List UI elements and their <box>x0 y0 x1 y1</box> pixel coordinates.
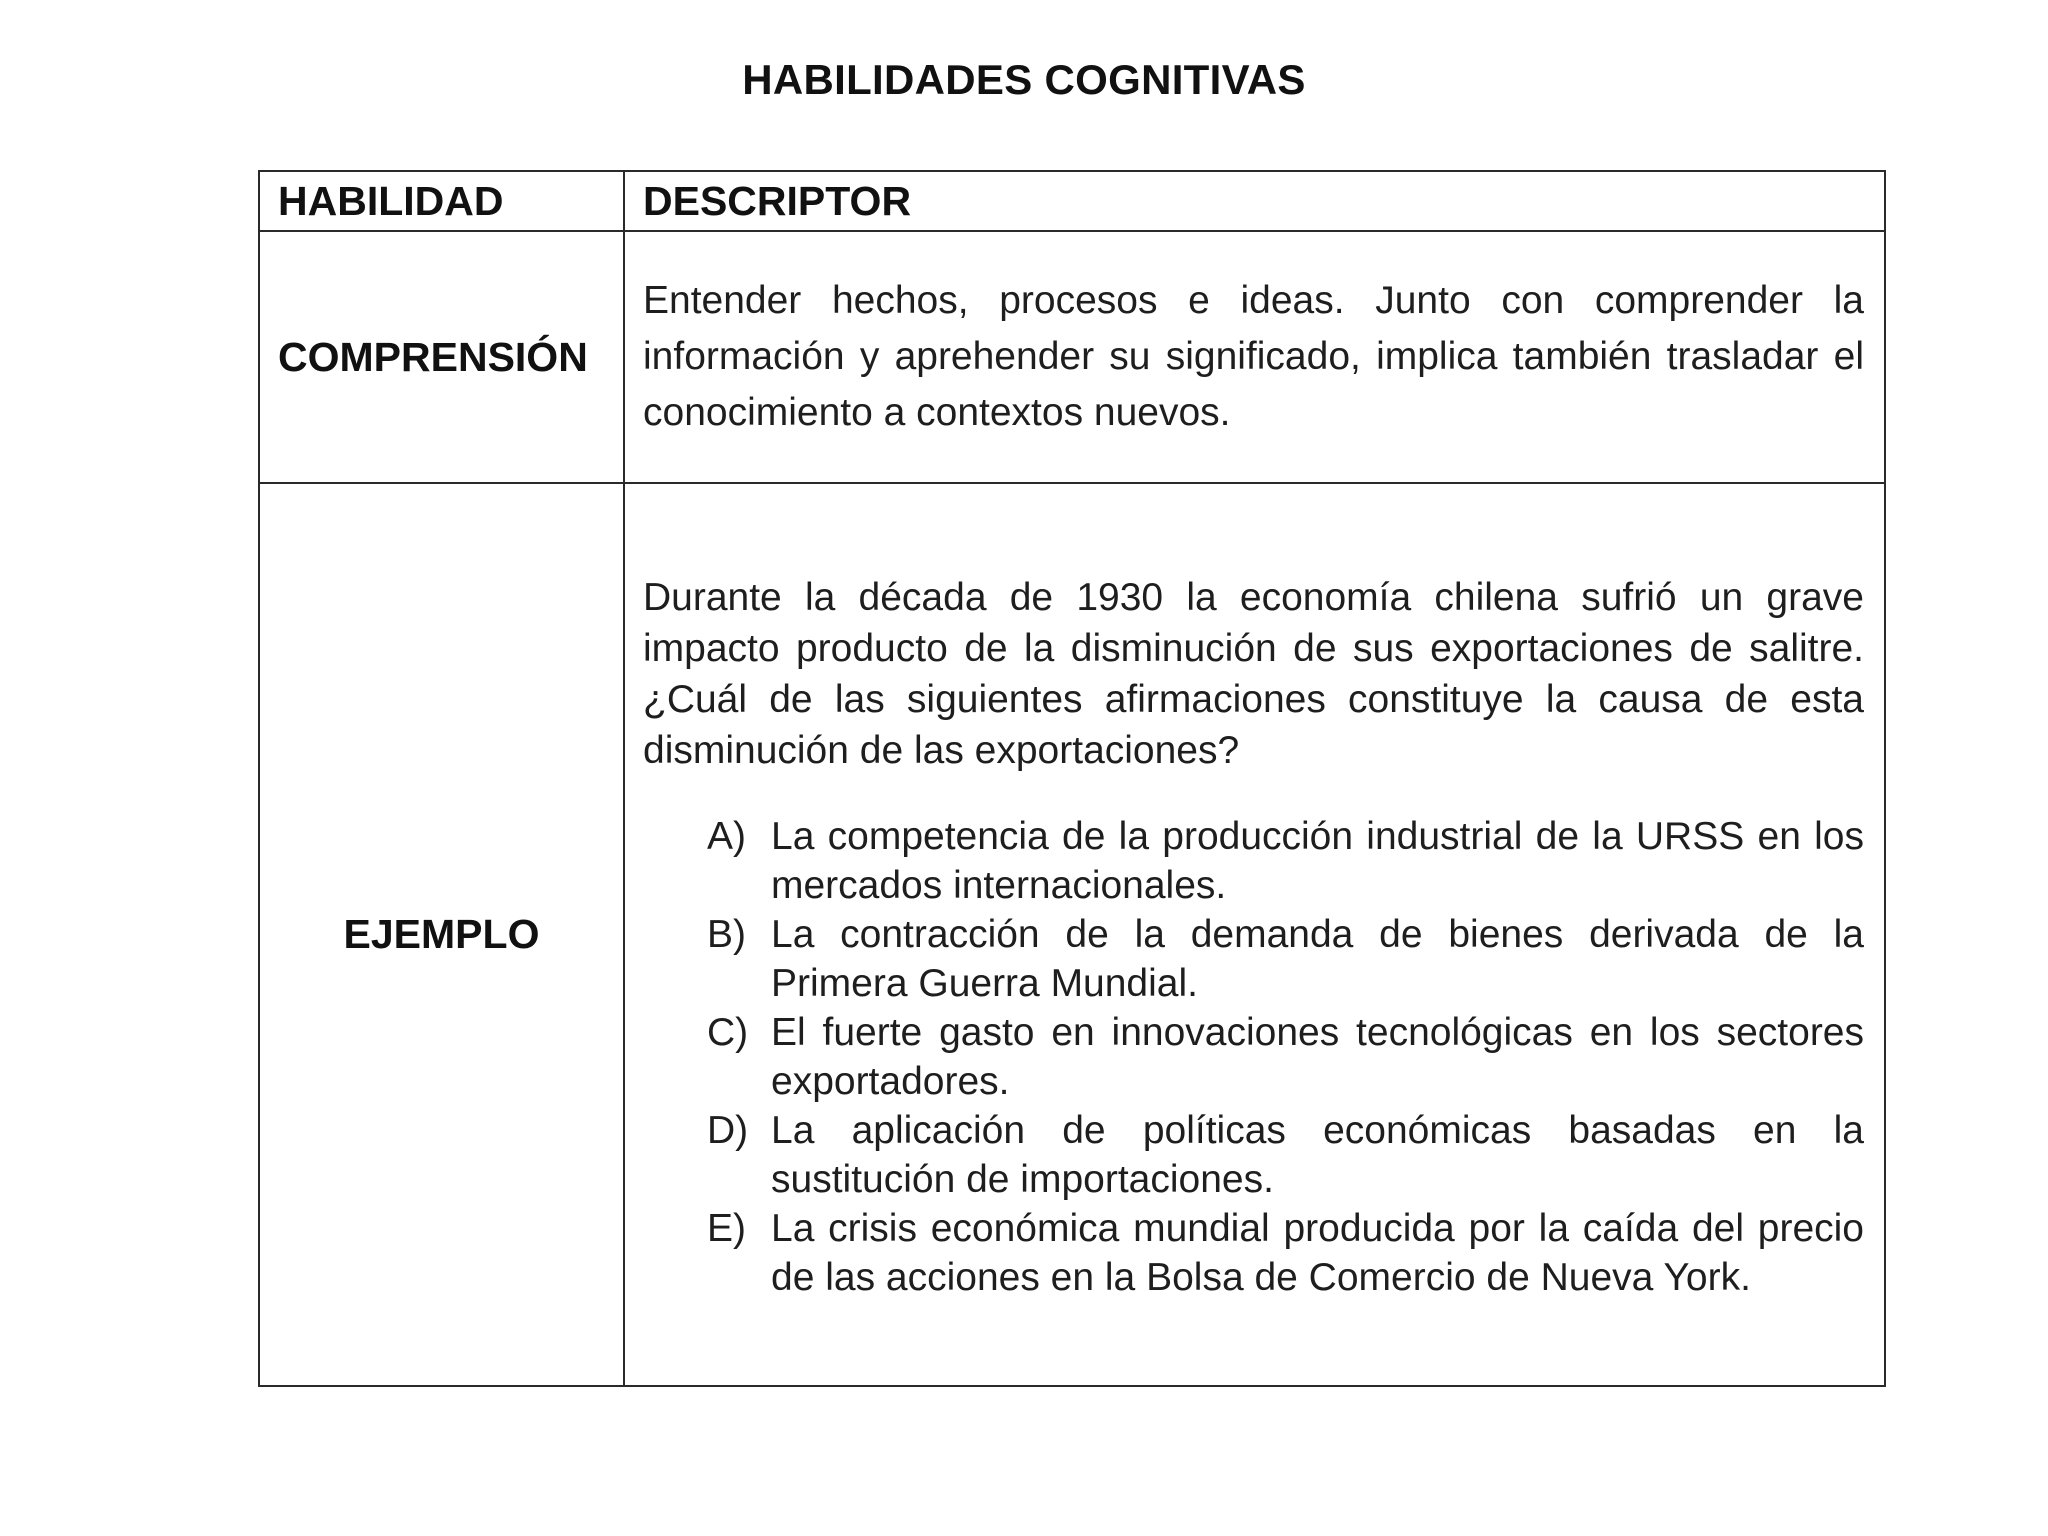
option-text: El fuerte gasto en innovaciones tecnológicas en los sectores exportadores. <box>771 1010 1864 1103</box>
header-skill: HABILIDAD <box>259 171 624 231</box>
header-descriptor: DESCRIPTOR <box>624 171 1885 231</box>
table-header-row <box>259 171 1885 231</box>
option-letter: D) <box>707 1108 749 1152</box>
skill-name-example: EJEMPLO <box>259 483 624 1386</box>
answer-option-e <box>707 1204 1864 1302</box>
answer-option-a <box>707 812 1864 910</box>
option-text: La crisis económica mundial producida por la caída del precio de las acciones en la Bolsa de Comercio de Nueva York. <box>771 1206 1864 1299</box>
example-question: Durante la década de 1930 la economía chilena sufrió un grave impacto producto de la disminución de sus exportaciones de salitre. ¿Cuál de las siguientes afirmaciones constituye la causa de esta disminución de las exportaciones? <box>643 575 1864 772</box>
option-text: La competencia de la producción industrial de la URSS en los mercados internacionales. <box>771 814 1864 907</box>
table-row-example <box>259 483 1885 1386</box>
document-title: HABILIDADES COGNITIVAS <box>742 56 1306 103</box>
cognitive-skills-table <box>258 170 1886 1387</box>
skill-name-comprension: COMPRENSIÓN <box>259 231 624 483</box>
skill-descriptor-comprension: Entender hechos, procesos e ideas. Junto con comprender la información y aprehender su significado, implica también trasladar el conocimiento a contextos nuevos. <box>624 231 1885 483</box>
table-row-comprension <box>259 231 1885 483</box>
option-text: La contracción de la demanda de bienes derivada de la Primera Guerra Mundial. <box>771 912 1864 1005</box>
answer-option-c <box>707 1008 1864 1106</box>
answer-option-d <box>707 1106 1864 1204</box>
example-content <box>624 483 1885 1386</box>
option-letter: A) <box>707 814 746 858</box>
option-letter: C) <box>707 1010 749 1054</box>
option-letter: E) <box>707 1206 746 1250</box>
answer-options-list <box>643 812 1864 1302</box>
option-text: La aplicación de políticas económicas basadas en la sustitución de importaciones. <box>771 1108 1864 1201</box>
answer-option-b <box>707 910 1864 1008</box>
option-letter: B) <box>707 912 746 956</box>
